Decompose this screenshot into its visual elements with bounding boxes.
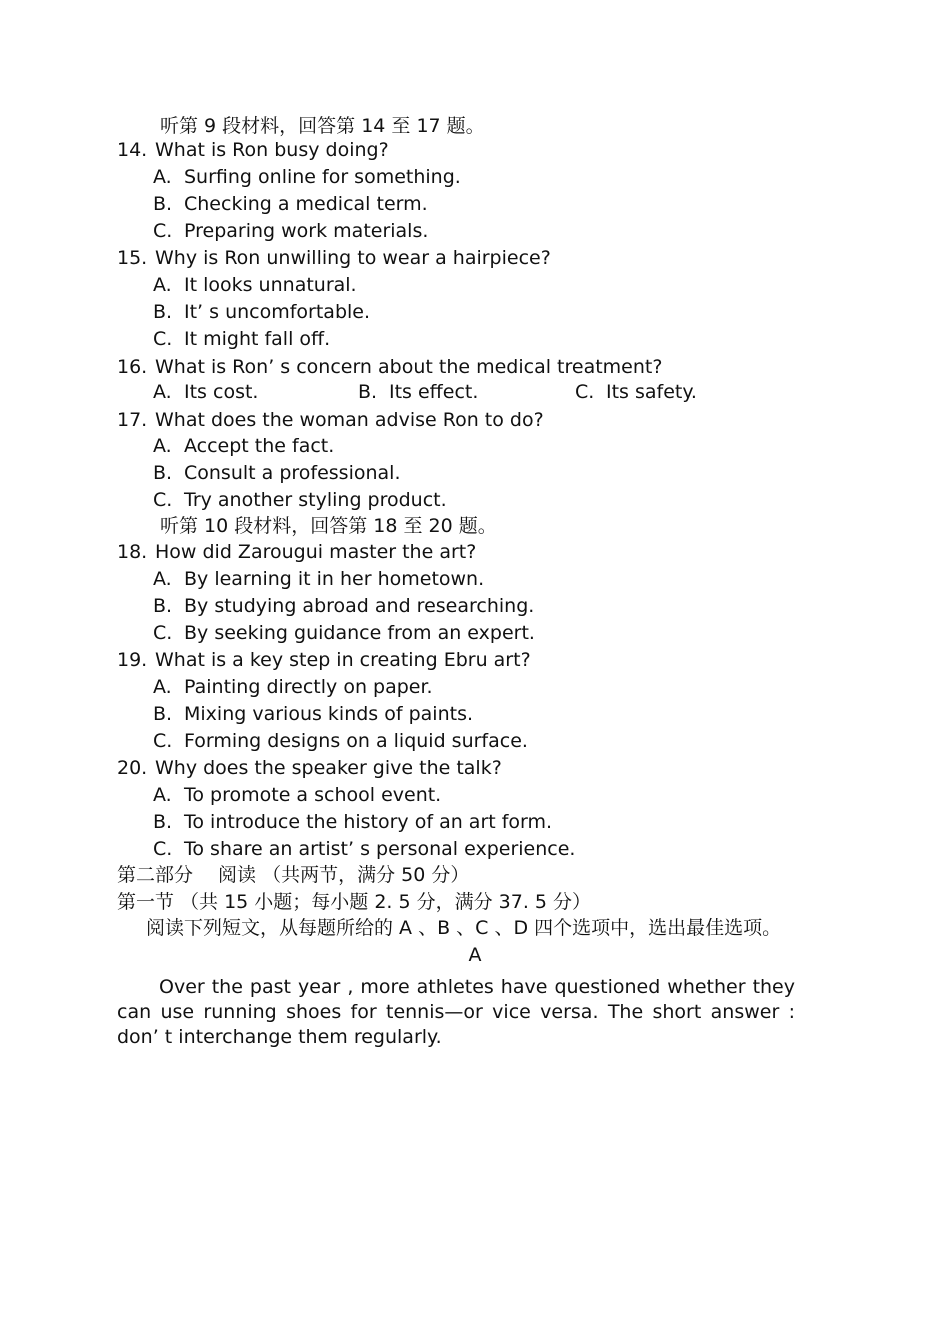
option-letter: B. <box>153 703 173 725</box>
q17-option-c <box>153 488 447 512</box>
option-letter: B. <box>153 193 173 215</box>
option-letter: A. <box>153 784 172 806</box>
question-text: What is a key step in creating Ebru art? <box>155 649 531 671</box>
option-letter: B. <box>358 381 378 403</box>
option-letter: A. <box>153 381 172 403</box>
option-text: By seeking guidance from an expert. <box>184 622 535 644</box>
option-text: It might fall off. <box>184 328 331 350</box>
section-9-header: 听第 9 段材料，回答第 14 至 17 题。 <box>160 115 485 137</box>
option-letter: B. <box>153 595 173 617</box>
option-text: To promote a school event. <box>184 784 442 806</box>
question-text: Why is Ron unwilling to wear a hairpiece? <box>155 247 551 269</box>
option-letter: B. <box>153 301 173 323</box>
option-letter: A. <box>153 274 172 296</box>
part-2-title: 第二部分 阅读 （共两节，满分 50 分） <box>117 864 470 886</box>
option-text: By studying abroad and researching. <box>184 595 535 617</box>
option-letter: B. <box>153 811 173 833</box>
option-text: It’ s uncomfortable. <box>184 301 371 323</box>
option-letter: A. <box>153 676 172 698</box>
option-text: Mixing various kinds of paints. <box>184 703 474 725</box>
q20-option-c <box>153 837 575 861</box>
option-text: To share an artist’ s personal experience. <box>184 838 576 860</box>
section-10-header: 听第 10 段材料，回答第 18 至 20 题。 <box>160 515 497 537</box>
option-letter: A. <box>153 435 172 457</box>
question-number: 19. <box>117 649 148 671</box>
option-text: Its cost. <box>184 381 259 403</box>
question-number: 17. <box>117 409 148 431</box>
option-text: Checking a medical term. <box>184 193 428 215</box>
option-text: Surfing online for something. <box>184 166 461 188</box>
q16-option-c <box>575 380 697 404</box>
option-text: It looks unnatural. <box>184 274 357 296</box>
option-letter: C. <box>153 622 173 644</box>
option-letter: C. <box>153 220 173 242</box>
question-text: What does the woman advise Ron to do? <box>155 409 544 431</box>
question-14 <box>117 138 389 162</box>
q14-option-b <box>153 192 428 216</box>
question-number: 18. <box>117 541 148 563</box>
q16-option-b <box>358 380 478 404</box>
question-18 <box>117 540 476 564</box>
question-19 <box>117 648 531 672</box>
question-number: 15. <box>117 247 148 269</box>
q20-option-a <box>153 783 441 807</box>
question-16 <box>117 355 662 379</box>
question-20 <box>117 756 502 780</box>
q18-option-c <box>153 621 535 645</box>
option-text: Try another styling product. <box>184 489 447 511</box>
question-text: How did Zarougui master the art? <box>155 541 477 563</box>
q18-option-b <box>153 594 534 618</box>
q18-option-a <box>153 567 484 591</box>
question-number: 16. <box>117 356 148 378</box>
option-text: Its effect. <box>389 381 479 403</box>
q15-option-a <box>153 273 357 297</box>
option-text: By learning it in her hometown. <box>184 568 485 590</box>
question-text: What is Ron busy doing? <box>155 139 389 161</box>
option-letter: A. <box>153 166 172 188</box>
question-text: Why does the speaker give the talk? <box>155 757 502 779</box>
question-text: What is Ron’ s concern about the medical treatment? <box>155 356 663 378</box>
q15-option-b <box>153 300 370 324</box>
q15-option-c <box>153 327 330 351</box>
option-text: Preparing work materials. <box>184 220 429 242</box>
option-letter: C. <box>153 328 173 350</box>
option-text: Forming designs on a liquid surface. <box>184 730 528 752</box>
option-letter: C. <box>153 838 173 860</box>
q16-option-a <box>153 380 258 404</box>
q19-option-b <box>153 702 473 726</box>
q19-option-a <box>153 675 433 699</box>
option-letter: C. <box>575 381 595 403</box>
passage-text: Over the past year , more athletes have questioned whether they can use running shoes for tennis—or vice versa. The short answer : don’ t interchange them regularly. <box>117 976 795 1048</box>
option-text: Consult a professional. <box>184 462 401 484</box>
q17-option-b <box>153 461 401 485</box>
option-letter: B. <box>153 462 173 484</box>
question-number: 20. <box>117 757 148 779</box>
part-2-section-1-title: 第一节 （共 15 小题；每小题 2. 5 分，满分 37. 5 分） <box>117 891 592 913</box>
q14-option-a <box>153 165 461 189</box>
q17-option-a <box>153 434 334 458</box>
q19-option-c <box>153 729 528 753</box>
q20-option-b <box>153 810 552 834</box>
question-15 <box>117 246 551 270</box>
option-text: Painting directly on paper. <box>184 676 433 698</box>
option-letter: A. <box>153 568 172 590</box>
question-number: 14. <box>117 139 148 161</box>
option-letter: C. <box>153 489 173 511</box>
reading-instructions: 阅读下列短文，从每题所给的 A 、B 、C 、D 四个选项中，选出最佳选项。 <box>146 917 782 939</box>
option-text: To introduce the history of an art form. <box>184 811 553 833</box>
question-17 <box>117 408 544 432</box>
option-letter: C. <box>153 730 173 752</box>
passage-label: A <box>468 944 482 966</box>
option-text: Its safety. <box>606 381 697 403</box>
option-text: Accept the fact. <box>184 435 335 457</box>
q14-option-c <box>153 219 428 243</box>
